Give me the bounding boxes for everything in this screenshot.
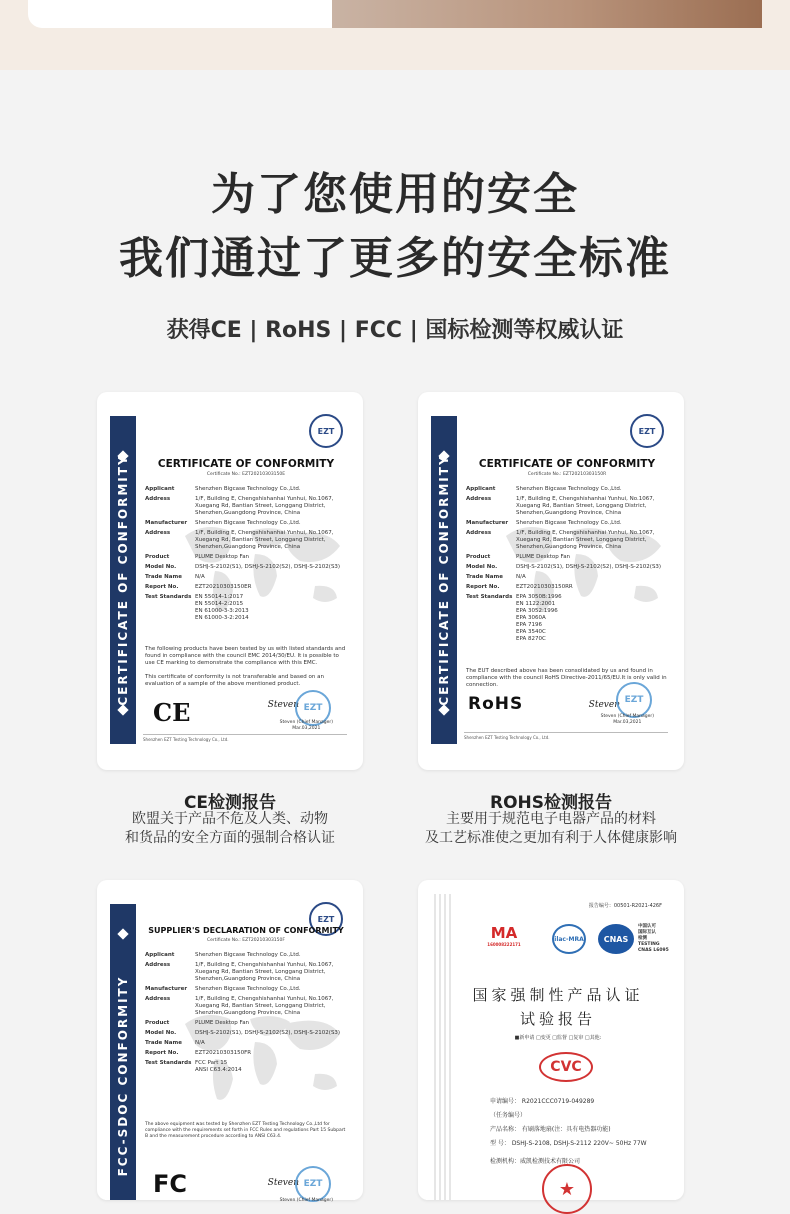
fcc-certificate-title: SUPPLIER'S DECLARATION OF CONFORMITY bbox=[148, 926, 344, 935]
cn-certificate-subtitle: 试验报告 bbox=[519, 1010, 596, 1028]
ce-side-bar-text: CERTIFICATE OF CONFORMITY bbox=[116, 454, 130, 706]
rohs-footer: Shenzhen EZT Testing Technology Co., Ltd. bbox=[464, 732, 668, 741]
cn-report-number: 报告编号：00501-R2021-426F bbox=[588, 903, 662, 909]
cma-logo-icon: MA 160008222171 bbox=[487, 924, 521, 947]
ce-certificate-card bbox=[97, 392, 363, 770]
ilac-mra-logo-icon: ilac-MRA bbox=[552, 924, 586, 954]
ezt-stamp-icon: EZT bbox=[616, 682, 652, 718]
signature: Steven bbox=[267, 1178, 299, 1188]
ce-certificate-number: Certificate No.: EZT20210303150E bbox=[206, 472, 286, 477]
rohs-certificate-title: CERTIFICATE OF CONFORMITY bbox=[478, 458, 656, 470]
ce-side-bar bbox=[110, 416, 136, 744]
fcc-certificate-card bbox=[97, 880, 363, 1203]
binding-edge bbox=[434, 894, 452, 1200]
rohs-side-bar bbox=[431, 416, 457, 744]
cnas-logo-icon: CNAS bbox=[598, 924, 634, 954]
ezt-logo-icon: EZT bbox=[630, 414, 664, 448]
fcc-certificate-number: Certificate No.: EZT20210303150F bbox=[207, 938, 285, 943]
signer: Steven (Chief Manager) Mar.03,2021 bbox=[279, 720, 333, 731]
cnas-text: 中国认可 国际互认 检测 TESTING CNAS L6095 bbox=[638, 924, 669, 953]
ezt-logo-icon: EZT bbox=[309, 902, 343, 936]
top-band bbox=[0, 0, 790, 70]
rohs-side-bar-text: CERTIFICATE OF CONFORMITY bbox=[437, 454, 451, 706]
diamond-icon bbox=[117, 928, 128, 939]
ce-caption-title: CE检测报告 bbox=[183, 793, 277, 813]
ce-statement-2: This certificate of conformity is not transferable and based on an evaluation of a sample of the above mentioned product. bbox=[145, 674, 324, 687]
cn-certificate bbox=[426, 894, 676, 1200]
ce-certificate bbox=[105, 406, 355, 756]
top-product-card bbox=[28, 0, 762, 28]
cn-certificate-card bbox=[418, 880, 684, 1200]
product-image-fragment bbox=[332, 0, 762, 28]
rohs-caption-desc: 主要用于规范电子电器产品的材料 及工艺标准使之更加有利于人体健康影响 bbox=[425, 811, 677, 846]
rohs-statement-1: The EUT described above has been consolidated by us and found in compliance with the council RoHS Directive-2011/65/EU.It is only valid in connection. bbox=[466, 668, 667, 688]
rohs-certificate-number: Certificate No.: EZT20210303150R bbox=[527, 472, 607, 477]
fcc-mark-logo: FC bbox=[153, 1170, 188, 1198]
fcc-details: Applicant Shenzhen Bigcase Technology Co.,Ltd. Address 1/F, Building E, Chengshishanhai Yunhui, No.1067, Xuegang Rd, Bantian Street, Longgang District, Shenzhen,Guangdong Province, China Manufacturer Shenzhen Bigcase Technology Co.,Ltd. Address 1/F, Building E, Chengshishanhai Yunhui, No.1067, Xuegang Rd, Bantian Street, Longgang District, Shenzhen,Guangdong Province, China Product PLUME Desktop Fan Model No. DSHJ-S-2102(S1), DSHJ-S-2102(S2), DSHJ-S-2102(S3) Trade Name N/A Report No. EZT20210303150FR Test Standards FCC Part 15 ANSI C63.4:2014 bbox=[145, 952, 341, 1073]
rohs-certificate bbox=[426, 406, 676, 756]
rohs-caption-title: ROHS检测报告 bbox=[489, 793, 612, 813]
ce-caption-desc: 欧盟关于产品不危及人类、动物 和货品的安全方面的强制合格认证 bbox=[125, 811, 335, 846]
red-seal-icon: ★ bbox=[542, 1164, 592, 1214]
signer: Steven (Chief Manager) Mar.03,2021 bbox=[600, 714, 654, 725]
ce-certificate-title: CERTIFICATE OF CONFORMITY bbox=[157, 458, 335, 470]
signature: Steven bbox=[267, 700, 299, 710]
headline-line-2: 我们通过了更多的安全标准 bbox=[119, 233, 671, 284]
ce-footer: Shenzhen EZT Testing Technology Co., Ltd. bbox=[143, 734, 347, 743]
ce-details: Applicant Shenzhen Bigcase Technology Co.,Ltd. Address 1/F, Building E, Chengshishanhai Yunhui, No.1067, Xuegang Rd, Bantian Street, Longgang District, Shenzhen,Guangdong Province, China Manufacturer Shenzhen Bigcase Technology Co.,Ltd. Address 1/F, Building E, Chengshishanhai Yunhui, No.1067, Xuegang Rd, Bantian Street, Longgang District, Shenzhen,Guangdong Province, China Product PLUME Desktop Fan Model No. DSHJ-S-2102(S1), DSHJ-S-2102(S2), DSHJ-S-2102(S3) Trade Name N/A Report No. EZT20210303150ER Test Standards EN 55014-1:2017 EN 55014-2:2015 EN 61000-3-3:2013 EN 61000-3-2:2014 bbox=[145, 486, 341, 621]
headline-line-1: 为了您使用的安全 bbox=[211, 169, 579, 220]
cn-certificate-title: 国家强制性产品认证 bbox=[472, 986, 644, 1004]
rohs-certificate-card bbox=[418, 392, 684, 770]
fcc-certificate bbox=[105, 894, 355, 1203]
fcc-side-bar-text: FCC-SDOC CONFORMITY bbox=[116, 975, 130, 1177]
diamond-icon bbox=[117, 704, 128, 715]
signer: Steven (Chief Manager) bbox=[279, 1198, 333, 1203]
certification-subtitle: 获得CE | RoHS | FCC | 国标检测等权威认证 bbox=[166, 318, 624, 343]
ce-statement-1: The following products have been tested by us with listed standards and found in compliance with the council EMC 2014/30/EU. It is possible to use CE marking to demonstrate the compliance with this EMC. bbox=[145, 646, 346, 666]
cvc-logo-icon: CVC bbox=[539, 1052, 593, 1082]
ezt-stamp-icon: EZT bbox=[295, 1166, 331, 1202]
ezt-stamp-icon: EZT bbox=[295, 690, 331, 726]
rohs-mark-logo: RoHS bbox=[468, 694, 524, 714]
diamond-icon bbox=[438, 704, 449, 715]
fcc-statement-1: The above equipment was tested by Shenzhen EZT Testing Technology Co.,Ltd for compliance with the requirements set forth in FCC Rules and regulations Part 15 Subpart B and the measurement procedure according to ANSI C63.4. bbox=[145, 1122, 346, 1139]
ezt-logo-icon: EZT bbox=[309, 414, 343, 448]
cn-details: 申请编号： R2021CCC0719-049289 （任务编号） 产品名称： 有刷落地扇(注：具有电热器功能) 型 号： DSHJ-S-2108, DSHJ-S-2112 220V~ 50Hz 77W 检测机构：威凯检测技术有限公司 bbox=[490, 1098, 647, 1165]
rohs-details: Applicant Shenzhen Bigcase Technology Co.,Ltd. Address 1/F, Building E, Chengshishanhai Yunhui, No.1067, Xuegang Rd, Bantian Street, Longgang District, Shenzhen,Guangdong Province, China Manufacturer Shenzhen Bigcase Technology Co.,Ltd. Address 1/F, Building E, Chengshishanhai Yunhui, No.1067, Xuegang Rd, Bantian Street, Longgang District, Shenzhen,Guangdong Province, China Product PLUME Desktop Fan Model No. DSHJ-S-2102(S1), DSHJ-S-2102(S2), DSHJ-S-2102(S3) Trade Name N/A Report No. EZT20210303150RR Test Standards EPA 3050B:1996 EN 1122:2001 EPA 3052:1996 EPA 3060A EPA 7196 EPA 3540C EPA 8270C bbox=[466, 486, 662, 642]
cn-application-type: ■新申请 □变更 □监督 □复审 □其他: bbox=[514, 1035, 602, 1041]
signature: Steven bbox=[588, 700, 620, 710]
ce-mark-logo: CE bbox=[153, 698, 191, 727]
fcc-side-bar bbox=[110, 904, 136, 1200]
